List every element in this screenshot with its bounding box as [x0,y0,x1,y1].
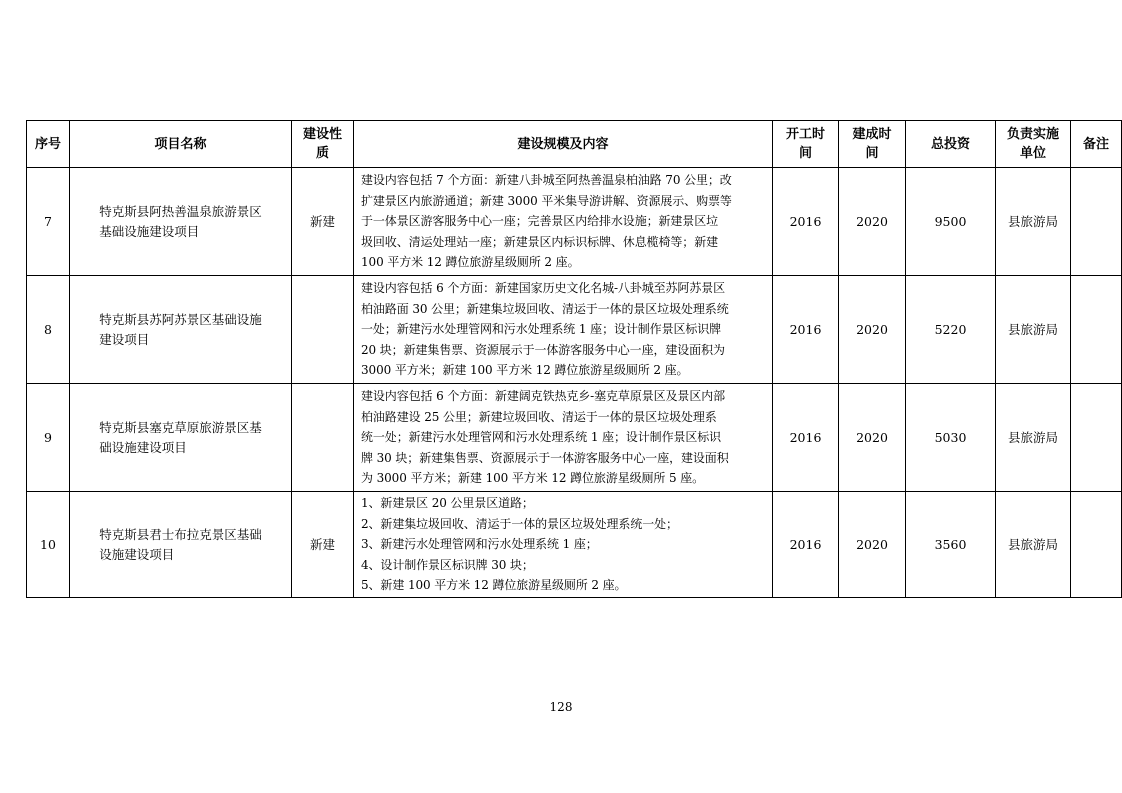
project-name-line: 建设项目 [99,331,150,347]
content-line: 1、新建景区 20 公里景区道路； [361,496,534,511]
table-row [27,276,1122,384]
row-end: 2020 [839,168,906,276]
row-unit: 县旅游局 [996,168,1071,276]
content-line: 3、新建污水处理管网和污水处理系统 1 座； [361,537,598,552]
header-unit-line: 负责实施 [1006,127,1059,142]
row-no: 10 [27,492,70,598]
content-line: 牌 30 块；新建集售票、资源展示于一体游客服务中心一座，建设面积 [361,450,729,465]
header-start-line: 间 [798,146,812,161]
row-no: 9 [27,384,70,492]
row-nature [292,276,354,384]
header-no: 序号 [27,121,70,168]
project-name-line: 特克斯县阿热善温泉旅游景区 [99,203,262,219]
content-line: 5、新建 100 平方米 12 蹲位旅游星级厕所 2 座。 [361,578,627,593]
header-end-line: 建成时 [852,127,892,142]
header-investment: 总投资 [906,121,996,168]
row-investment: 5220 [906,276,996,384]
content-line: 圾回收、清运处理站一座；新建景区内标识标牌、休息榄椅等；新建 [361,234,719,249]
content-line: 统一处；新建污水处理管网和污水处理系统 1 座；设计制作景区标识 [361,430,722,445]
row-content [354,492,773,598]
page-number: 128 [549,700,573,714]
content-line: 20 块；新建集售票、资源展示于一体游客服务中心一座，建设面积为 [361,342,725,357]
row-investment: 9500 [906,168,996,276]
row-start: 2016 [773,168,839,276]
content-line: 建设内容包括 6 个方面：新建国家历史文化名城-八卦城至苏阿苏景区 [361,281,726,296]
header-nature [292,121,354,168]
project-name-line: 设施建设项目 [99,546,175,562]
header-nature-line: 建设性 [302,127,342,142]
row-end: 2020 [839,276,906,384]
project-name-line: 特克斯县塞克草原旅游景区基 [99,419,262,435]
row-unit: 县旅游局 [996,492,1071,598]
content-line: 建设内容包括 6 个方面：新建阔克铁热克乡-塞克草原景区及景区内部 [361,389,726,404]
content-line: 4、设计制作景区标识牌 30 块； [361,557,534,572]
header-end [839,121,906,168]
row-nature: 新建 [292,492,354,598]
row-remark [1071,492,1122,598]
row-remark [1071,276,1122,384]
row-project-name [70,492,292,598]
row-remark [1071,384,1122,492]
content-line: 柏油路建设 25 公里；新建垃圾回收、清运于一体的景区垃圾处理系 [361,409,717,424]
row-nature: 新建 [292,168,354,276]
project-name-line: 础设施建设项目 [99,439,187,455]
content-line: 2、新建集垃圾回收、清运于一体的景区垃圾处理系统一处； [361,516,678,531]
content-line: 3000 平方米；新建 100 平方米 12 蹲位旅游星级厕所 2 座。 [361,363,689,378]
row-content [354,168,773,276]
row-no: 7 [27,168,70,276]
header-end-line: 间 [865,146,879,161]
row-remark [1071,168,1122,276]
row-no: 8 [27,276,70,384]
header-unit [996,121,1071,168]
row-project-name [70,276,292,384]
header-nature-line: 质 [315,146,329,161]
header-remark: 备注 [1071,121,1122,168]
row-project-name [70,384,292,492]
project-table [26,120,1122,598]
content-line: 一处；新建污水处理管网和污水处理系统 1 座；设计制作景区标识牌 [361,322,722,337]
content-line: 柏油路面 30 公里；新建集垃圾回收、清运于一体的景区垃圾处理系统 [361,301,729,316]
row-end: 2020 [839,492,906,598]
table-row [27,384,1122,492]
header-start-line: 开工时 [785,127,825,142]
row-start: 2016 [773,492,839,598]
row-unit: 县旅游局 [996,384,1071,492]
content-line: 于一体景区游客服务中心一座；完善景区内给排水设施；新建景区垃 [361,214,719,229]
table-row [27,492,1122,598]
row-project-name [70,168,292,276]
row-end: 2020 [839,384,906,492]
row-investment: 5030 [906,384,996,492]
content-line: 扩建景区内旅游通道；新建 3000 平米集导游讲解、资源展示、购票等 [361,193,732,208]
content-line: 为 3000 平方米；新建 100 平方米 12 蹲位旅游星级厕所 5 座。 [361,471,705,486]
row-start: 2016 [773,276,839,384]
table-row [27,168,1122,276]
row-unit: 县旅游局 [996,276,1071,384]
row-nature [292,384,354,492]
row-content [354,276,773,384]
row-investment: 3560 [906,492,996,598]
content-line: 100 平方米 12 蹲位旅游星级厕所 2 座。 [361,255,580,270]
row-content [354,384,773,492]
header-unit-line: 单位 [1019,146,1046,161]
header-name: 项目名称 [70,121,292,168]
header-row [27,121,1122,168]
header-content: 建设规模及内容 [354,121,773,168]
project-name-line: 特克斯县苏阿苏景区基础设施 [99,311,262,327]
project-name-line: 特克斯县君士布拉克景区基础 [99,526,262,542]
content-line: 建设内容包括 7 个方面：新建八卦城至阿热善温泉柏油路 70 公里；改 [361,173,732,188]
header-start [773,121,839,168]
row-start: 2016 [773,384,839,492]
project-name-line: 基础设施建设项目 [99,223,200,239]
